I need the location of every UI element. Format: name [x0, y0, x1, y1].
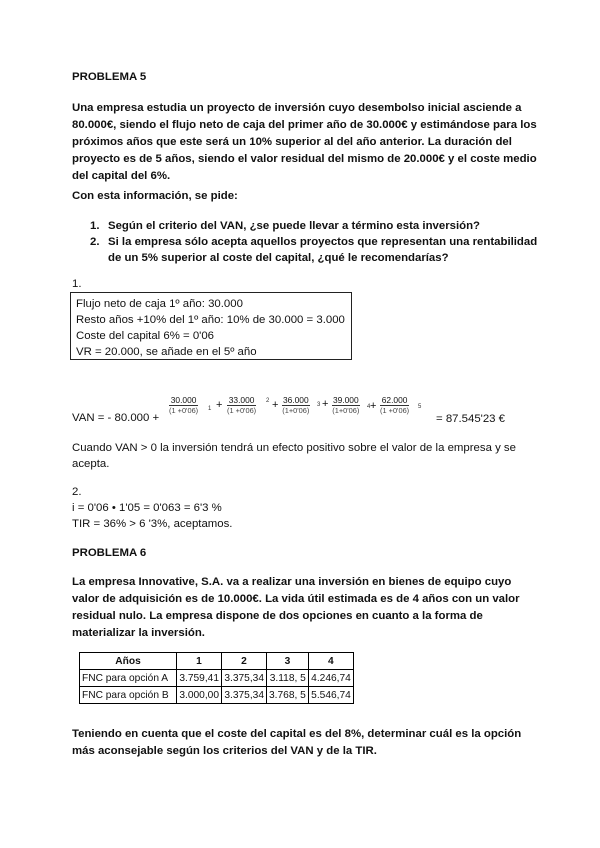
table-header-row	[80, 653, 354, 670]
van-term-exponent: 2	[266, 398, 270, 404]
table-cell: 3.118, 5	[267, 670, 309, 687]
van-term-exponent: 4	[367, 404, 371, 410]
van-term-numerator: 30.000	[170, 395, 197, 405]
plus-operator: +	[216, 399, 223, 411]
table-cell: 3.768, 5	[267, 687, 309, 704]
table-cell: 3.375,34	[222, 670, 267, 687]
table-cell: 3.000,00	[177, 687, 222, 704]
statement-line: próximos años que este será un 10% superior al del año anterior. La duración del	[72, 136, 512, 148]
van-term-denominator: (1+0'06)	[282, 406, 310, 415]
van-term-5	[380, 395, 409, 415]
plus-operator: +	[370, 400, 377, 412]
van-formula-lhs: VAN = - 80.000 +	[72, 412, 160, 424]
cash-flow-table	[79, 652, 354, 704]
table-cell: 5.546,74	[308, 687, 353, 704]
van-term-2	[227, 395, 256, 415]
table-header-cell: Años	[80, 653, 177, 670]
van-term-denominator: (1 +0'06)	[227, 406, 257, 415]
table-row	[80, 670, 354, 687]
statement-line: Una empresa estudia un proyecto de inversión cuyo desembolso inicial asciende a	[72, 102, 522, 114]
statement-line: La empresa Innovative, S.A. va a realizar una inversión en bienes de equipo cuyo	[72, 576, 512, 588]
box-line: Coste del capital 6% = 0'06	[76, 330, 215, 342]
table-header-cell: 3	[267, 653, 309, 670]
ask-intro: Con esta información, se pide:	[72, 190, 238, 202]
statement-line: del capital del 6%.	[72, 170, 171, 182]
van-term-exponent: 5	[418, 404, 422, 410]
question-2-line: de un 5% superior al coste del capital, ¿qué le recomendarías?	[108, 252, 449, 264]
van-term-denominator: (1 +0'06)	[380, 406, 410, 415]
statement-line: valor de adquisición es de 10.000€. La vida útil estimada es de 4 años con un valor	[72, 593, 520, 605]
solution-2-line: TIR = 36% > 6 '3%, aceptamos.	[72, 518, 233, 530]
van-term-denominator: (1+0'06)	[332, 406, 360, 415]
box-line: Flujo neto de caja 1º año: 30.000	[76, 298, 243, 310]
van-term-numerator: 36.000	[283, 395, 309, 405]
problem-6-title: PROBLEMA 6	[72, 547, 147, 559]
statement-line: materializar la inversión.	[72, 627, 205, 639]
statement-line: proyecto es de 5 años, siendo el valor residual del mismo de 20.000€ y el coste medio	[72, 153, 537, 165]
question-1-text: Según el criterio del VAN, ¿se puede llevar a término esta inversión?	[108, 220, 480, 232]
solution-1-label: 1.	[72, 278, 82, 290]
table-cell: 3.759,41	[177, 670, 222, 687]
van-term-exponent: 1	[208, 406, 212, 412]
plus-operator: +	[322, 398, 329, 410]
problem-5-title: PROBLEMA 5	[72, 71, 147, 83]
van-term-exponent: 3	[317, 402, 321, 408]
plus-operator: +	[272, 399, 279, 411]
statement-line: 80.000€, siendo el flujo neto de caja del primer año de 30.000€ y estimándose para los	[72, 119, 537, 131]
table-cell: 3.375,34	[222, 687, 267, 704]
table-cell: 4.246,74	[308, 670, 353, 687]
van-conclusion-line: Cuando VAN > 0 la inversión tendrá un efecto positivo sobre el valor de la empresa y se	[72, 442, 516, 454]
solution-2-label: 2.	[72, 486, 82, 498]
solution-2-line: i = 0'06 • 1'05 = 0'063 = 6'3 %	[72, 502, 222, 514]
van-term-4	[332, 395, 360, 415]
table-row-label: FNC para opción B	[80, 687, 177, 704]
van-term-numerator: 62.000	[381, 395, 408, 405]
problem-6-statement	[72, 574, 542, 642]
van-conclusion-line: acepta.	[72, 458, 110, 470]
table-row-label: FNC para opción A	[80, 670, 177, 687]
statement-line: residual nulo. La empresa dispone de dos opciones en cuanto a la forma de	[72, 610, 483, 622]
closing-line: más aconsejable según los criterios del VAN y de la TIR.	[72, 745, 377, 757]
closing-line: Teniendo en cuenta que el coste del capital es del 8%, determinar cuál es la opción	[72, 728, 522, 740]
question-1-number: 1.	[90, 220, 100, 232]
van-result: = 87.545'23 €	[436, 413, 506, 425]
van-term-1	[169, 395, 198, 415]
van-term-denominator: (1 +0'06)	[169, 406, 199, 415]
table-row	[80, 687, 354, 704]
data-summary-box	[70, 292, 352, 360]
box-line: Resto años +10% del 1º año: 10% de 30.000 = 3.000	[76, 314, 345, 326]
table-header-cell: 2	[222, 653, 267, 670]
van-term-3	[282, 395, 310, 415]
problem-5-statement	[72, 100, 542, 185]
table-header-cell: 1	[177, 653, 222, 670]
van-term-numerator: 33.000	[228, 395, 255, 405]
problem-6-closing	[72, 726, 542, 760]
box-line: VR = 20.000, se añade en el 5º año	[76, 346, 257, 358]
question-2-number: 2.	[90, 236, 100, 248]
question-2-line: Si la empresa sólo acepta aquellos proyectos que representan una rentabilidad	[108, 236, 538, 248]
table-header-cell: 4	[308, 653, 353, 670]
van-term-numerator: 39.000	[333, 395, 359, 405]
